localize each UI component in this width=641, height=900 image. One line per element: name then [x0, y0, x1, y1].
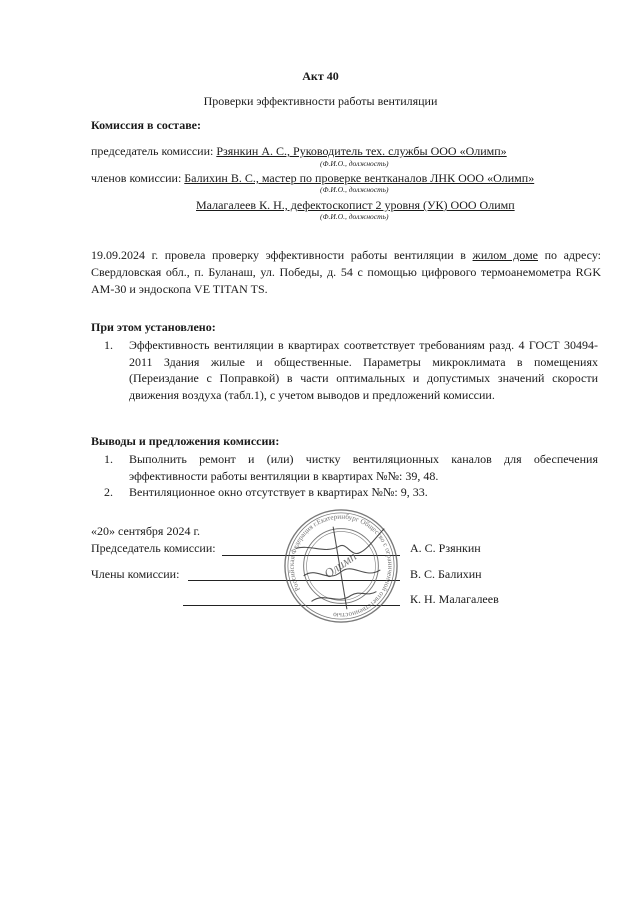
commission-heading: Комиссия в составе:	[91, 118, 201, 132]
sign-member2-name: К. Н. Малагалеев	[410, 592, 499, 606]
members-prefix: членов комиссии:	[91, 171, 182, 185]
conclusions-item-number: 2.	[104, 485, 113, 499]
handwritten-signature-marks	[296, 527, 385, 610]
stamp-center-text: Олимп	[321, 549, 360, 582]
conclusions-item-number: 1.	[104, 452, 113, 466]
member1-line	[91, 171, 534, 186]
findings-heading: При этом установлено:	[91, 320, 216, 334]
member1-name: Балихин В. С., мастер по проверке вентканалов ЛНК ООО «Олимп»	[184, 171, 535, 185]
sign-chair-label: Председатель комиссии:	[91, 541, 216, 555]
conclusions-heading: Выводы и предложения комиссии:	[91, 434, 280, 448]
conclusions-list-item	[104, 451, 598, 484]
member1-caption: (Ф.И.О., должность)	[320, 185, 389, 194]
document-date: «20» сентября 2024 г.	[91, 524, 201, 538]
conclusions-list-item	[104, 484, 598, 501]
findings-item-number: 1.	[104, 338, 113, 352]
sign-members-label: Члены комиссии:	[91, 567, 180, 581]
chair-prefix: председатель комиссии:	[91, 144, 214, 158]
document-subtitle: Проверки эффективности работы вентиляции	[203, 94, 438, 108]
findings-item-text: Эффективность вентиляции в квартирах соответствует требованиям разд. 4 ГОСТ 30494-2011 Здания жилые и общественные. Параметры микроклимата в помещениях (Переиздание с Поправкой) в части оптимальных и допустимых значений скорости движения воздуха (табл.1), с учетом выводов и предложений комиссии.	[129, 338, 598, 402]
chair-caption: (Ф.И.О., должность)	[320, 159, 389, 168]
intro-underlined: жилом доме	[472, 248, 538, 262]
intro-paragraph: 19.09.2024 г. провела проверку эффективности работы вентиляции в жилом доме по адресу: Свердловская обл., п. Буланаш, ул. Победы, д. 54 с помощью цифрового термоанемометра RGK AM-30 и эндоскопа VE TITAN TS.	[91, 248, 601, 296]
company-stamp	[282, 507, 400, 625]
stamp-ring-text: Российская Федерация г.Екатеринбург Общество с ограниченной ответственностью	[287, 512, 395, 620]
conclusions-item-text: Вентиляционное окно отсутствует в квартирах №№: 9, 33.	[129, 485, 428, 499]
sign-chair-name: А. С. Рзянкин	[410, 541, 481, 555]
findings-list-item	[104, 337, 598, 403]
document-title: Акт 40	[302, 69, 339, 83]
chair-line	[91, 144, 507, 159]
member2-caption: (Ф.И.О., должность)	[320, 212, 389, 221]
member2-name: Малагалеев К. Н., дефектоскопист 2 уровня (УК) ООО Олимп	[196, 198, 515, 212]
sign-member1-name: В. С. Балихин	[410, 567, 482, 581]
conclusions-item-text: Выполнить ремонт и (или) чистку вентиляционных каналов для обеспечения эффективности работы вентиляции в квартирах №№: 39, 48.	[129, 452, 598, 483]
chair-name: Рзянкин А. С., Руководитель тех. службы ООО «Олимп»	[216, 144, 507, 158]
